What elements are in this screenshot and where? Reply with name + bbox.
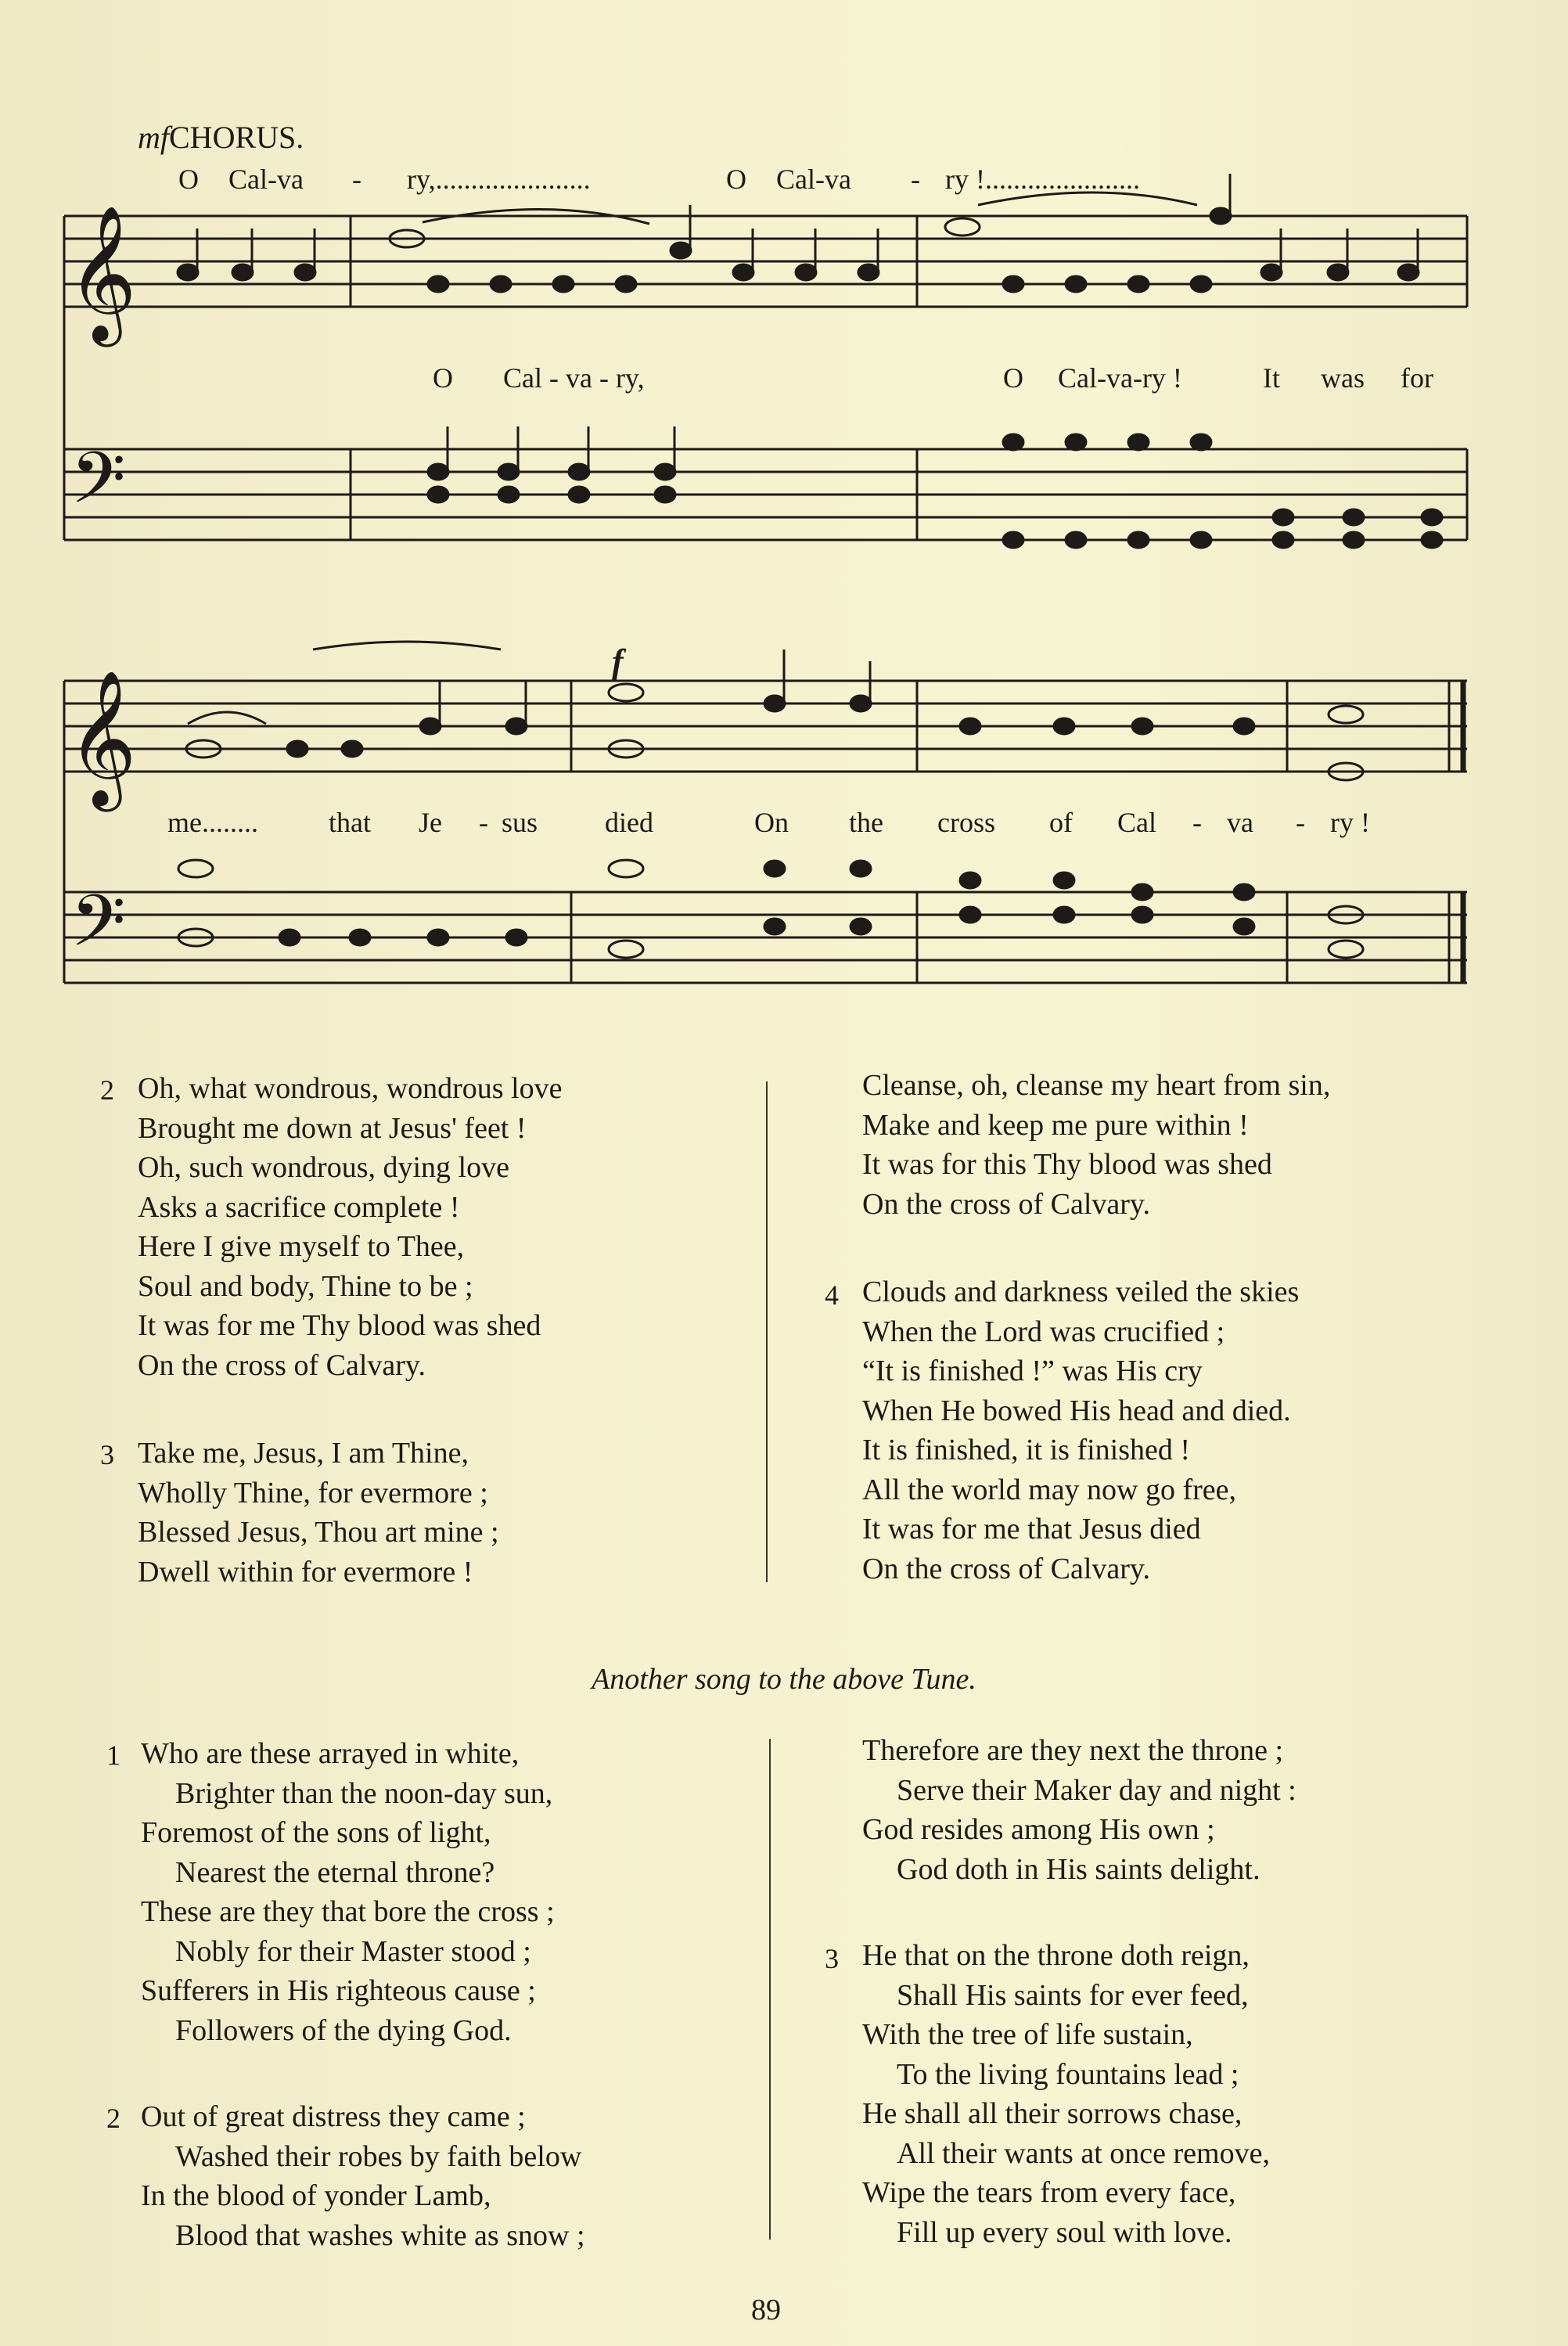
verse-line: “It is finished !” was His cry xyxy=(862,1355,1203,1387)
verse-line: When He bowed His head and died. xyxy=(862,1394,1291,1427)
verse-line: All the world may now go free, xyxy=(862,1473,1237,1506)
verse-line: It was for me Thy blood was shed xyxy=(138,1309,541,1342)
another-song-title: Another song to the above Tune. xyxy=(592,1663,976,1696)
lyric-syllable: ry,...................... xyxy=(407,164,591,195)
verse-line: Make and keep me pure within ! xyxy=(862,1108,1249,1142)
lyric-syllable: - xyxy=(911,164,920,195)
verse-line: When the Lord was crucified ; xyxy=(862,1315,1225,1348)
lyric-syllable: - xyxy=(1296,807,1305,838)
lyric-syllable: O xyxy=(1003,362,1023,394)
verse-line: Followers of the dying God. xyxy=(175,2013,512,2047)
verse-line: Clouds and darkness veiled the skies xyxy=(862,1276,1300,1308)
lyric-syllable: On xyxy=(754,807,789,838)
verse-line: Blood that washes white as snow ; xyxy=(175,2218,585,2252)
verse-line: On the cross of Calvary. xyxy=(862,1552,1150,1585)
verse-number: 2 xyxy=(106,2103,120,2134)
verse-line: Cleanse, oh, cleanse my heart from sin, xyxy=(862,1069,1331,1102)
dynamic-mark: mf xyxy=(138,120,169,155)
verse-line: It was for me that Jesus died xyxy=(862,1513,1201,1545)
verse-line: Dwell within for evermore ! xyxy=(138,1555,473,1589)
lyric-syllable: cross xyxy=(937,807,995,838)
lyric-syllable: - xyxy=(1192,807,1202,838)
verse-line: Wholly Thine, for evermore ; xyxy=(138,1476,488,1509)
verse-number: 3 xyxy=(825,1943,839,1974)
lyric-syllable: It xyxy=(1263,362,1280,394)
verse-line: Foremost of the sons of light, xyxy=(141,1816,491,1849)
system1-bass-staff xyxy=(64,449,1467,540)
lyric-syllable: Cal - va - ry, xyxy=(503,362,645,394)
lyric-syllable: for xyxy=(1401,362,1433,394)
verse-line: Here I give myself to Thee, xyxy=(138,1230,465,1263)
lyric-syllable: that xyxy=(329,807,371,838)
verse-number: 3 xyxy=(100,1439,114,1470)
verse-line: Oh, what wondrous, wondrous love xyxy=(138,1072,563,1105)
verse-line: It was for this Thy blood was shed xyxy=(862,1148,1272,1181)
system2-treble-staff xyxy=(64,681,1467,772)
verse-line: All their wants at once remove, xyxy=(897,2136,1270,2170)
bass-clef-icon: 𝄢 xyxy=(70,437,126,537)
lyric-syllable: Je xyxy=(419,807,442,838)
verse-line: With the tree of life sustain, xyxy=(862,2018,1193,2051)
column-divider xyxy=(766,1081,768,1582)
column-divider xyxy=(769,1739,771,2240)
music-notation xyxy=(0,0,1568,1049)
lyric-syllable: O xyxy=(433,362,453,394)
chorus-label: CHORUS. xyxy=(169,120,304,155)
verse-line: Fill up every soul with love. xyxy=(897,2215,1232,2249)
verse-line: On the cross of Calvary. xyxy=(138,1348,426,1382)
system1-notes xyxy=(178,174,1442,548)
lyric-syllable: sus xyxy=(502,807,538,838)
system2-bass-staff xyxy=(64,892,1467,983)
verse-line: Nobly for their Master stood ; xyxy=(175,1934,531,1968)
forte-mark: f xyxy=(612,642,624,681)
verse-line: It is finished, it is finished ! xyxy=(862,1434,1191,1466)
treble-clef-icon: 𝄞 xyxy=(67,670,137,806)
lyric-syllable: was xyxy=(1321,362,1365,394)
verse-number: 1 xyxy=(106,1740,120,1771)
verse-line: Shall His saints for ever feed, xyxy=(897,1978,1249,2012)
verse-line: Brought me down at Jesus' feet ! xyxy=(138,1111,527,1145)
verse-line: Sufferers in His righteous cause ; xyxy=(141,1974,536,2007)
verse-line: On the cross of Calvary. xyxy=(862,1187,1150,1221)
verse-line: Blessed Jesus, Thou art mine ; xyxy=(138,1516,499,1549)
verse-line: He that on the throne doth reign, xyxy=(862,1939,1250,1972)
verse-line: Who are these arrayed in white, xyxy=(141,1737,520,1770)
verse-line: Oh, such wondrous, dying love xyxy=(138,1151,509,1184)
verse-line: Asks a sacrifice complete ! xyxy=(138,1190,460,1224)
verse-line: Nearest the eternal throne? xyxy=(175,1855,495,1889)
system2-notes xyxy=(178,642,1363,958)
system1-treble-staff xyxy=(64,216,1467,307)
lyric-syllable: ry ! xyxy=(1330,807,1370,838)
treble-clef-icon: 𝄞 xyxy=(67,205,137,341)
verse-line: Serve their Maker day and night : xyxy=(897,1773,1296,1807)
verse-line: Brighter than the noon-day sun, xyxy=(175,1776,553,1810)
lyric-syllable: ry !...................... xyxy=(945,164,1140,195)
verse-line: To the living fountains lead ; xyxy=(897,2057,1239,2091)
verse-line: In the blood of yonder Lamb, xyxy=(141,2179,491,2212)
verse-line: He shall all their sorrows chase, xyxy=(862,2097,1243,2130)
lyric-syllable: the xyxy=(849,807,883,838)
bass-clef-icon: 𝄢 xyxy=(70,880,126,980)
verse-line: These are they that bore the cross ; xyxy=(141,1895,555,1928)
lyric-syllable: - xyxy=(352,164,361,195)
verse-line: God resides among His own ; xyxy=(862,1813,1215,1846)
lyric-syllable: of xyxy=(1049,807,1073,838)
lyric-syllable: died xyxy=(605,807,653,838)
lyric-syllable: va xyxy=(1227,807,1253,838)
verse-line: Soul and body, Thine to be ; xyxy=(138,1269,473,1303)
lyric-syllable: Cal xyxy=(1117,807,1156,838)
system1-barlines xyxy=(64,216,1467,540)
verse-number: 4 xyxy=(825,1279,839,1311)
lyric-syllable: - xyxy=(479,807,488,838)
page-number: 89 xyxy=(751,2294,781,2326)
verse-line: God doth in His saints delight. xyxy=(897,1852,1261,1886)
verse-line: Washed their robes by faith below xyxy=(175,2139,582,2173)
lyric-syllable: Cal-va xyxy=(228,164,304,195)
chorus-heading xyxy=(138,119,304,156)
verse-line: Out of great distress they came ; xyxy=(141,2100,526,2133)
lyric-syllable: Cal-va xyxy=(776,164,851,195)
verse-number: 2 xyxy=(100,1074,114,1106)
lyric-syllable: Cal-va-ry ! xyxy=(1058,362,1182,394)
lyric-syllable: me........ xyxy=(167,807,258,838)
lyric-syllable: O xyxy=(178,164,199,195)
lyric-syllable: O xyxy=(726,164,746,195)
verse-line: Therefore are they next the throne ; xyxy=(862,1734,1284,1767)
verse-line: Take me, Jesus, I am Thine, xyxy=(138,1437,469,1470)
verse-line: Wipe the tears from every face, xyxy=(862,2176,1236,2209)
